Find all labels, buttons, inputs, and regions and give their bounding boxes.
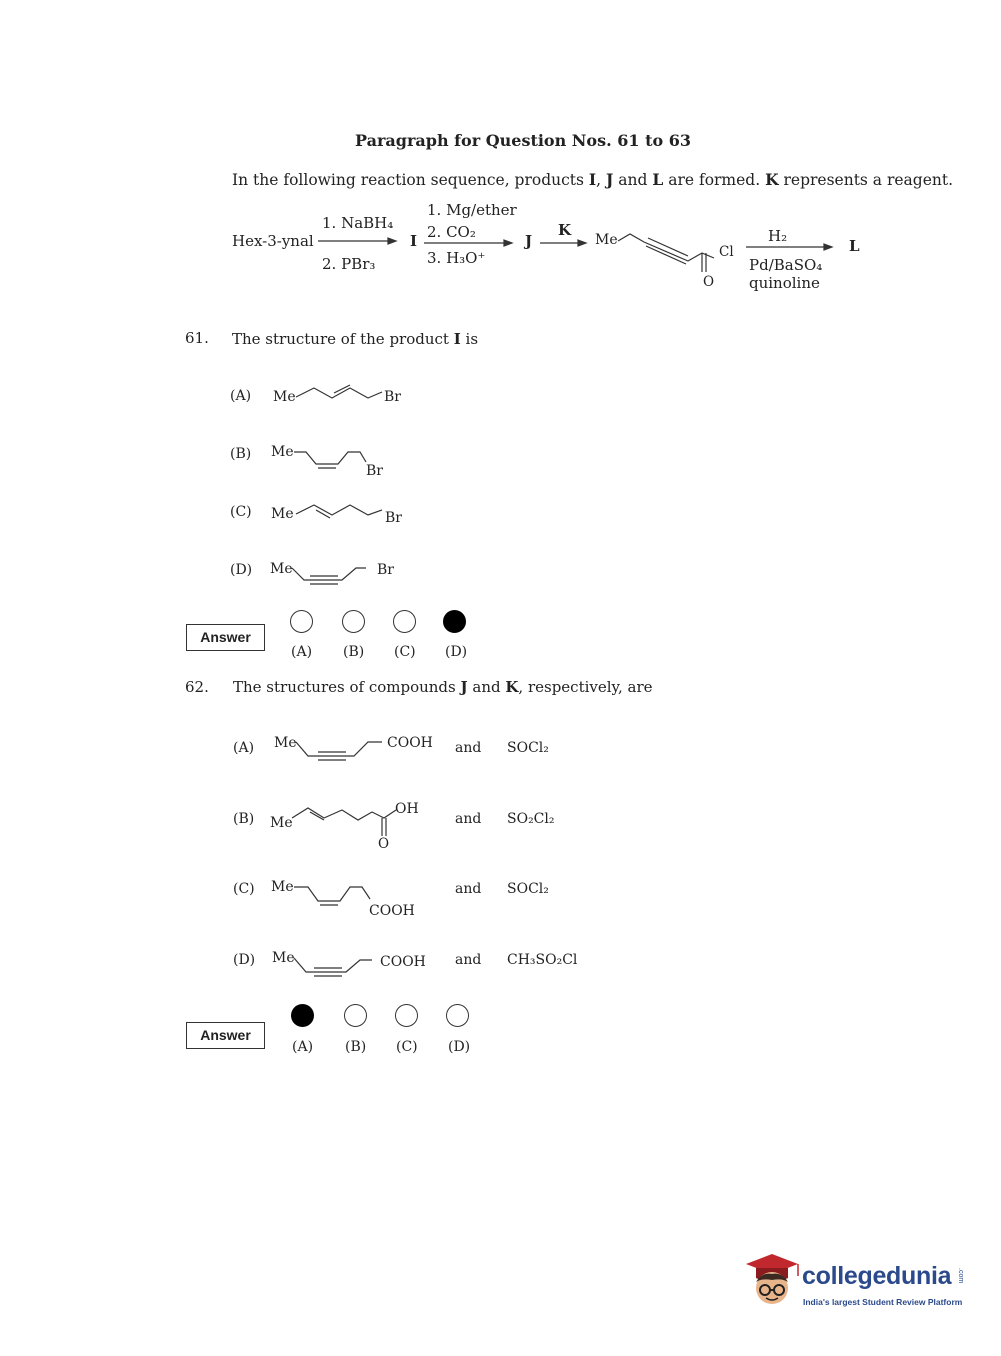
scheme-start: Hex-3-ynal (232, 232, 314, 250)
option-me: Me (272, 950, 295, 966)
bubble-label: (B) (345, 1039, 367, 1055)
option-and: and (455, 952, 482, 968)
option-me: Me (273, 389, 296, 405)
q62-bubble-c[interactable] (395, 1004, 418, 1027)
bubble-label: (A) (291, 644, 313, 660)
q61-bubble-a[interactable] (290, 610, 313, 633)
scheme-step4-bottom2: quinoline (749, 274, 820, 292)
option-reagent: SOCl₂ (507, 740, 549, 756)
paragraph-intro (232, 170, 953, 189)
question-text-bold: K (505, 678, 519, 696)
option-label: (B) (230, 446, 252, 462)
logo-suffix: .com (957, 1268, 964, 1284)
intro-text: represents a reagent. (778, 171, 954, 189)
q61-d-structure (292, 566, 376, 588)
question-text-part: and (467, 678, 506, 696)
q62-b-structure (292, 800, 402, 840)
option-reagent: CH₃SO₂Cl (507, 952, 578, 968)
option-label: (C) (230, 504, 252, 520)
intro-text: In the following reaction sequence, products (232, 171, 589, 189)
option-label: (B) (233, 811, 255, 827)
intro-text: , (596, 171, 607, 189)
option-reagent: SO₂Cl₂ (507, 811, 555, 827)
option-br: Br (384, 389, 401, 405)
question-number: 61. (185, 329, 209, 347)
option-and: and (455, 740, 482, 756)
scheme-step2-line3: 3. H₃O⁺ (427, 249, 486, 267)
option-me: Me (270, 561, 293, 577)
scheme-product-i: I (410, 232, 418, 250)
scheme-arrow-4 (746, 242, 838, 252)
bubble-label: (B) (343, 644, 365, 660)
logo-name: collegedunia (802, 1262, 952, 1290)
option-me: Me (274, 735, 297, 751)
scheme-step1-bottom: 2. PBr₃ (322, 255, 376, 273)
scheme-step2-line2: 2. CO₂ (427, 223, 476, 241)
question-text-part: The structures of compounds (233, 678, 461, 696)
scheme-reagent-k: K (558, 221, 572, 239)
option-group: COOH (369, 903, 415, 919)
option-br: Br (385, 510, 402, 526)
option-me: Me (270, 815, 293, 831)
bubble-label: (D) (448, 1039, 471, 1055)
q61-bubble-d[interactable] (443, 610, 466, 633)
intro-reagent-k: K (765, 170, 779, 189)
q62-bubble-a[interactable] (291, 1004, 314, 1027)
scheme-arrow-3 (540, 238, 592, 248)
intro-text: are formed. (663, 171, 766, 189)
question-text-bold: I (453, 330, 461, 348)
option-group: OH (395, 801, 419, 817)
scheme-arrow-2 (424, 238, 518, 248)
question-number: 62. (185, 678, 209, 696)
paragraph-title: Paragraph for Question Nos. 61 to 63 (355, 131, 691, 150)
option-me: Me (271, 444, 294, 460)
bubble-label: (A) (292, 1039, 314, 1055)
intro-text: and (613, 171, 653, 189)
option-br: Br (366, 463, 383, 479)
question-text-part: , respectively, are (518, 678, 653, 696)
option-label: (A) (230, 388, 252, 404)
q61-b-structure (294, 450, 374, 472)
option-and: and (455, 811, 482, 827)
q62-bubble-d[interactable] (446, 1004, 469, 1027)
scheme-step4-top: H₂ (768, 227, 788, 245)
option-label: (D) (230, 562, 253, 578)
question-text-part: The structure of the product (232, 330, 454, 348)
bubble-label: (C) (394, 644, 416, 660)
q61-bubble-c[interactable] (393, 610, 416, 633)
option-label: (C) (233, 881, 255, 897)
question-text-bold: J (460, 678, 468, 696)
acid-chloride-me: Me (595, 232, 618, 248)
bubble-label: (D) (445, 644, 468, 660)
mascot-icon (742, 1250, 802, 1312)
option-reagent: SOCl₂ (507, 881, 549, 897)
option-label: (D) (233, 952, 256, 968)
intro-product-j: J (606, 170, 614, 189)
option-and: and (455, 881, 482, 897)
scheme-step1-top: 1. NaBH₄ (322, 214, 394, 232)
q61-bubble-b[interactable] (342, 610, 365, 633)
q62-a-structure (296, 740, 386, 764)
q61-a-structure (296, 385, 386, 405)
answer-label: Answer (186, 1022, 265, 1049)
q62-c-structure (294, 885, 376, 909)
logo-tagline: India's largest Student Review Platform (803, 1297, 963, 1307)
intro-product-i: I (588, 170, 597, 189)
option-br: Br (377, 562, 394, 578)
q62-bubble-b[interactable] (344, 1004, 367, 1027)
question-text-part: is (460, 330, 479, 348)
acid-chloride-o: O (703, 274, 715, 290)
scheme-product-l: L (849, 237, 860, 255)
acid-chloride-cl: Cl (719, 244, 734, 260)
scheme-step2-line1: 1. Mg/ether (427, 201, 517, 219)
option-group: COOH (380, 954, 426, 970)
option-o: O (378, 836, 390, 852)
acid-chloride-structure (618, 225, 728, 277)
question-text (232, 330, 478, 348)
answer-label: Answer (186, 624, 265, 651)
scheme-arrow-1 (318, 236, 400, 246)
option-me: Me (271, 879, 294, 895)
scheme-product-j: J (525, 232, 533, 250)
q62-d-structure (294, 956, 378, 980)
option-label: (A) (233, 740, 255, 756)
q61-c-structure (296, 502, 386, 522)
question-text (233, 678, 653, 696)
intro-product-l: L (652, 170, 664, 189)
option-me: Me (271, 506, 294, 522)
scheme-step4-bottom1: Pd/BaSO₄ (749, 256, 823, 274)
option-group: COOH (387, 735, 433, 751)
bubble-label: (C) (396, 1039, 418, 1055)
